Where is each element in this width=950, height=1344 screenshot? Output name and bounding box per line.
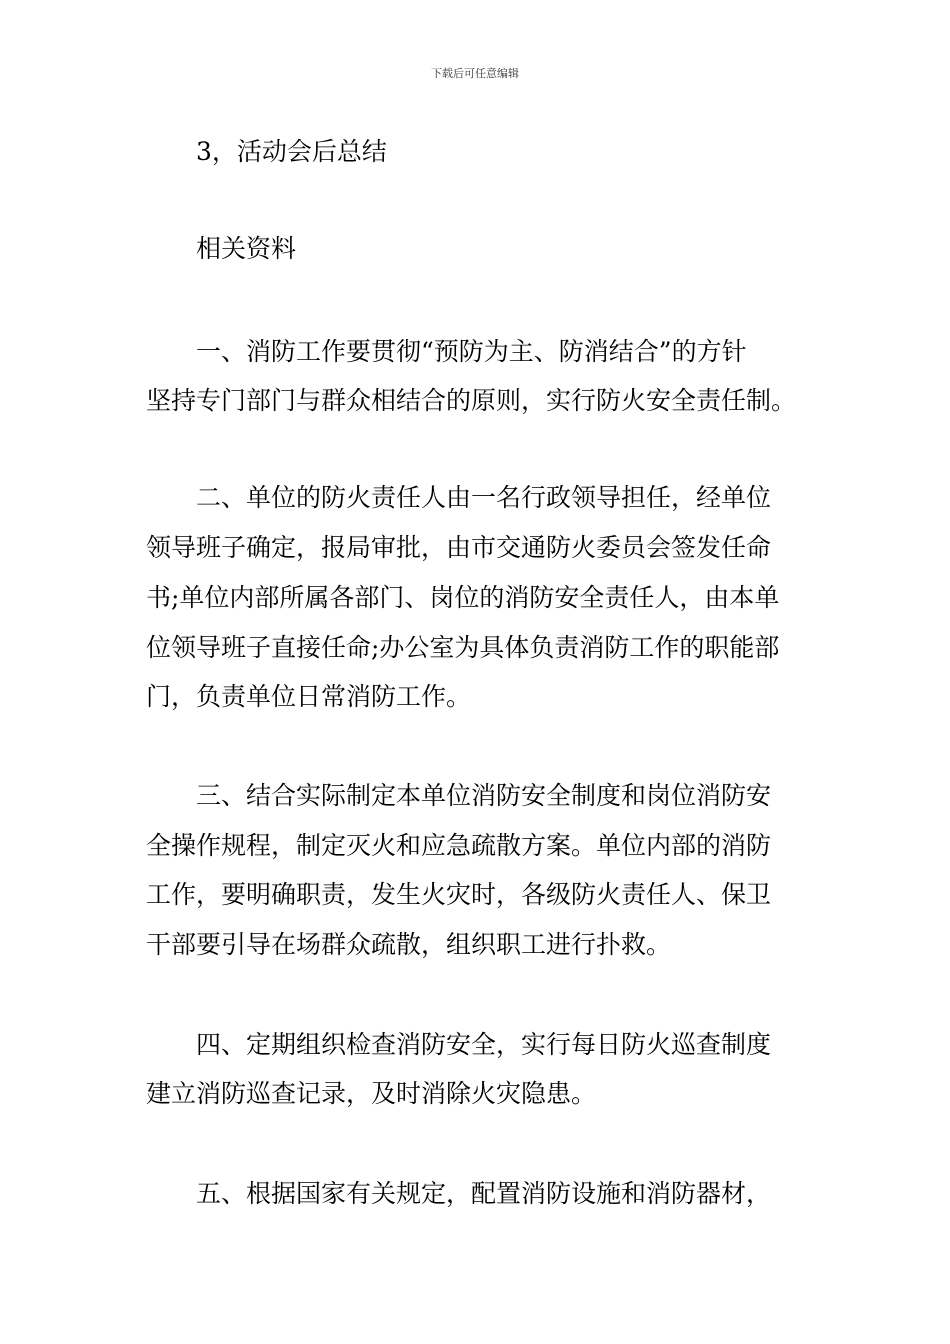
document-line: 一、消防工作要贯彻“预防为主、防消结合”的方针	[196, 337, 747, 366]
document-line: 书;单位内部所属各部门、岗位的消防安全责任人，由本单	[146, 583, 780, 612]
document-line: 工作，要明确职责，发生火灾时，各级防火责任人、保卫	[146, 880, 772, 909]
document-line: 领导班子确定，报局审批，由市交通防火委员会签发任命	[146, 533, 772, 562]
document-line: 坚持专门部门与群众相结合的原则，实行防火安全责任制。	[146, 386, 797, 415]
document-line: 五、根据国家有关规定，配置消防设施和消防器材，	[196, 1179, 772, 1208]
document-line: 三、结合实际制定本单位消防安全制度和岗位消防安	[196, 781, 772, 810]
document-line: 相关资料	[196, 234, 297, 263]
document-line: 位领导班子直接任命;办公室为具体负责消防工作的职能部	[146, 633, 780, 662]
document-line: 四、定期组织检查消防安全，实行每日防火巡查制度	[196, 1030, 772, 1059]
page-header: 下载后可任意编辑	[431, 67, 519, 80]
document-line: 全操作规程，制定灭火和应急疏散方案。单位内部的消防	[146, 831, 772, 860]
document-line: 二、单位的防火责任人由一名行政领导担任，经单位	[196, 483, 772, 512]
document-line: 干部要引导在场群众疏散，组织职工进行扑救。	[146, 930, 672, 959]
document-line: 门，负责单位日常消防工作。	[146, 682, 472, 711]
document-line: 建立消防巡查记录，及时消除火灾隐患。	[146, 1079, 597, 1108]
document-line: 3，活动会后总结	[196, 137, 387, 166]
